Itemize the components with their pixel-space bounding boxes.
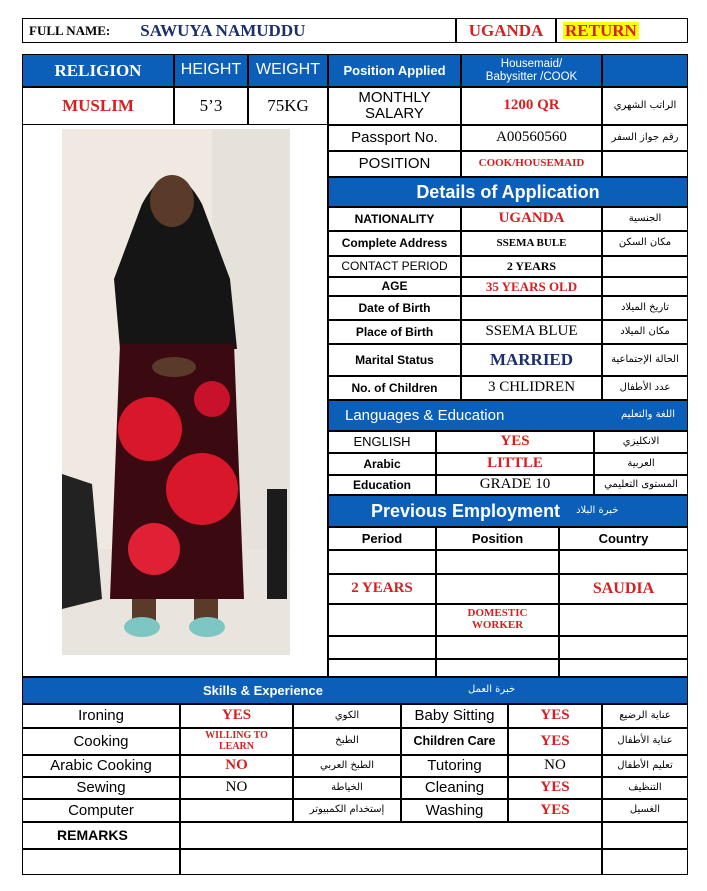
details-row-value: MARRIED xyxy=(461,344,602,376)
employment-empty-cell xyxy=(436,636,559,659)
language-row-value: YES xyxy=(436,431,594,453)
country-cell: UGANDA xyxy=(456,18,556,43)
details-row-label: Marital Status xyxy=(328,344,461,376)
language-row-value: GRADE 10 xyxy=(436,475,594,495)
skill-label: Sewing xyxy=(22,777,180,799)
details-row-value: UGANDA xyxy=(461,207,602,231)
skill-value: YES xyxy=(508,799,602,822)
weight-header: WEIGHT xyxy=(248,54,328,87)
languages-title: Languages & Education xyxy=(345,406,505,424)
employment-empty-cell xyxy=(559,604,688,636)
skill-label-ar: الطبخ xyxy=(293,728,401,755)
details-section-header: Details of Application xyxy=(328,177,688,207)
skill-label: Tutoring xyxy=(401,755,508,777)
skill-label: Cooking xyxy=(22,728,180,755)
details-row-ar xyxy=(602,277,688,296)
employment-empty-cell xyxy=(328,604,436,636)
employment-empty-cell xyxy=(559,550,688,574)
status-badge: RETURN xyxy=(565,20,637,40)
employment-position-header: Position xyxy=(436,527,559,550)
full-name-cell xyxy=(22,18,456,43)
position-ar-cell xyxy=(602,151,688,177)
employment-position-value: DOMESTIC WORKER xyxy=(436,604,559,636)
details-row-label: Complete Address xyxy=(328,231,461,256)
passport-value: A00560560 xyxy=(461,125,602,151)
full-name-label: FULL NAME: xyxy=(29,22,111,38)
details-row-value: 2 YEARS xyxy=(461,256,602,277)
salary-label: MONTHLY SALARY xyxy=(328,87,461,125)
employment-empty-cell xyxy=(436,659,559,677)
status-cell xyxy=(556,18,688,43)
passport-label-ar: رقم جواز السفر xyxy=(602,125,688,151)
position-label: POSITION xyxy=(328,151,461,177)
language-row-value: LITTLE xyxy=(436,453,594,475)
skill-label-ar: عناية الأطفال xyxy=(602,728,688,755)
details-row-label: CONTACT PERIOD xyxy=(328,256,461,277)
remarks-empty-cell xyxy=(602,822,688,849)
full-name: SAWUYA NAMUDDU xyxy=(140,20,306,40)
details-row-label: Place of Birth xyxy=(328,320,461,344)
skill-value: YES xyxy=(508,728,602,755)
skill-value: WILLING TO LEARN xyxy=(180,728,293,755)
skill-label-ar: تعليم الأطفال xyxy=(602,755,688,777)
position-applied-header: Position Applied xyxy=(328,54,461,87)
employment-title-ar: خبرة البلاد xyxy=(576,504,619,516)
religion-value: MUSLIM xyxy=(22,87,174,125)
details-row-label: No. of Children xyxy=(328,376,461,400)
details-row-ar: مكان السكن xyxy=(602,231,688,256)
skill-value: NO xyxy=(508,755,602,777)
remarks-label: REMARKS xyxy=(22,822,180,849)
language-row-ar: الانكليزي xyxy=(594,431,688,453)
remarks-empty-cell xyxy=(180,849,602,875)
skill-label: Computer xyxy=(22,799,180,822)
skill-value: YES xyxy=(180,704,293,728)
language-row-ar: العربية xyxy=(594,453,688,475)
salary-value: 1200 QR xyxy=(461,87,602,125)
employment-title: Previous Employment xyxy=(371,500,561,521)
remarks-empty-cell xyxy=(22,849,180,875)
details-row-label: NATIONALITY xyxy=(328,207,461,231)
skill-value: YES xyxy=(508,777,602,799)
weight-value: 75KG xyxy=(248,87,328,125)
language-row-label: ENGLISH xyxy=(328,431,436,453)
height-value: 5’3 xyxy=(174,87,248,125)
details-row-ar: مكان الميلاد xyxy=(602,320,688,344)
skill-label-ar: عناية الرضيع xyxy=(602,704,688,728)
details-row-label: AGE xyxy=(328,277,461,296)
details-row-value xyxy=(461,296,602,320)
employment-empty-cell xyxy=(328,636,436,659)
language-row-label: Arabic xyxy=(328,453,436,475)
skills-section-header xyxy=(22,677,688,704)
languages-section-header xyxy=(328,400,688,431)
salary-label-ar: الراتب الشهري xyxy=(602,87,688,125)
details-row-value: 3 CHLIDREN xyxy=(461,376,602,400)
details-row-ar: الجنسية xyxy=(602,207,688,231)
skill-label: Baby Sitting xyxy=(401,704,508,728)
details-row-value: SSEMA BLUE xyxy=(461,320,602,344)
employment-period-value: 2 YEARS xyxy=(328,574,436,604)
employment-empty-cell xyxy=(436,550,559,574)
skill-label: Ironing xyxy=(22,704,180,728)
skill-label-ar: الكوي xyxy=(293,704,401,728)
employment-empty-cell xyxy=(559,659,688,677)
skill-label: Washing xyxy=(401,799,508,822)
details-row-value: 35 YEARS OLD xyxy=(461,277,602,296)
position-applied-value: Housemaid/ Babysitter /COOK xyxy=(461,54,602,87)
skill-value: NO xyxy=(180,755,293,777)
passport-label: Passport No. xyxy=(328,125,461,151)
position-value: COOK/HOUSEMAID xyxy=(461,151,602,177)
employment-country-header: Country xyxy=(559,527,688,550)
skill-label-ar: الغسيل xyxy=(602,799,688,822)
skill-value: YES xyxy=(508,704,602,728)
details-row-ar xyxy=(602,256,688,277)
skill-label: Arabic Cooking xyxy=(22,755,180,777)
details-row-ar: الحالة الإجتماعية xyxy=(602,344,688,376)
candidate-photo xyxy=(62,129,290,655)
language-row-ar: المستوى التعليمي xyxy=(594,475,688,495)
remarks-field xyxy=(180,822,602,849)
blank-header-cell xyxy=(602,54,688,87)
religion-header: RELIGION xyxy=(22,54,174,87)
skill-value: NO xyxy=(180,777,293,799)
employment-empty-cell xyxy=(559,636,688,659)
skill-label-ar: الطبخ العربي xyxy=(293,755,401,777)
details-row-ar: تاريخ الميلاد xyxy=(602,296,688,320)
employment-empty-cell xyxy=(328,550,436,574)
skills-title-ar: خبرة العمل xyxy=(468,684,516,696)
skill-label-ar: الخياطة xyxy=(293,777,401,799)
remarks-empty-cell xyxy=(602,849,688,875)
language-row-label: Education xyxy=(328,475,436,495)
employment-country-value: SAUDIA xyxy=(559,574,688,604)
employment-section-header xyxy=(328,495,688,527)
details-row-ar: عدد الأطفال xyxy=(602,376,688,400)
details-row-value: SSEMA BULE xyxy=(461,231,602,256)
skill-value xyxy=(180,799,293,822)
employment-empty-cell xyxy=(436,574,559,604)
skill-label: Children Care xyxy=(401,728,508,755)
details-row-label: Date of Birth xyxy=(328,296,461,320)
skill-label-ar: إستخدام الكمبيوتر xyxy=(293,799,401,822)
employment-period-header: Period xyxy=(328,527,436,550)
languages-title-ar: اللغة والتعليم xyxy=(621,409,675,421)
height-header: HEIGHT xyxy=(174,54,248,87)
skill-label: Cleaning xyxy=(401,777,508,799)
employment-empty-cell xyxy=(328,659,436,677)
skill-label-ar: التنظيف xyxy=(602,777,688,799)
skills-title: Skills & Experience xyxy=(203,682,323,698)
